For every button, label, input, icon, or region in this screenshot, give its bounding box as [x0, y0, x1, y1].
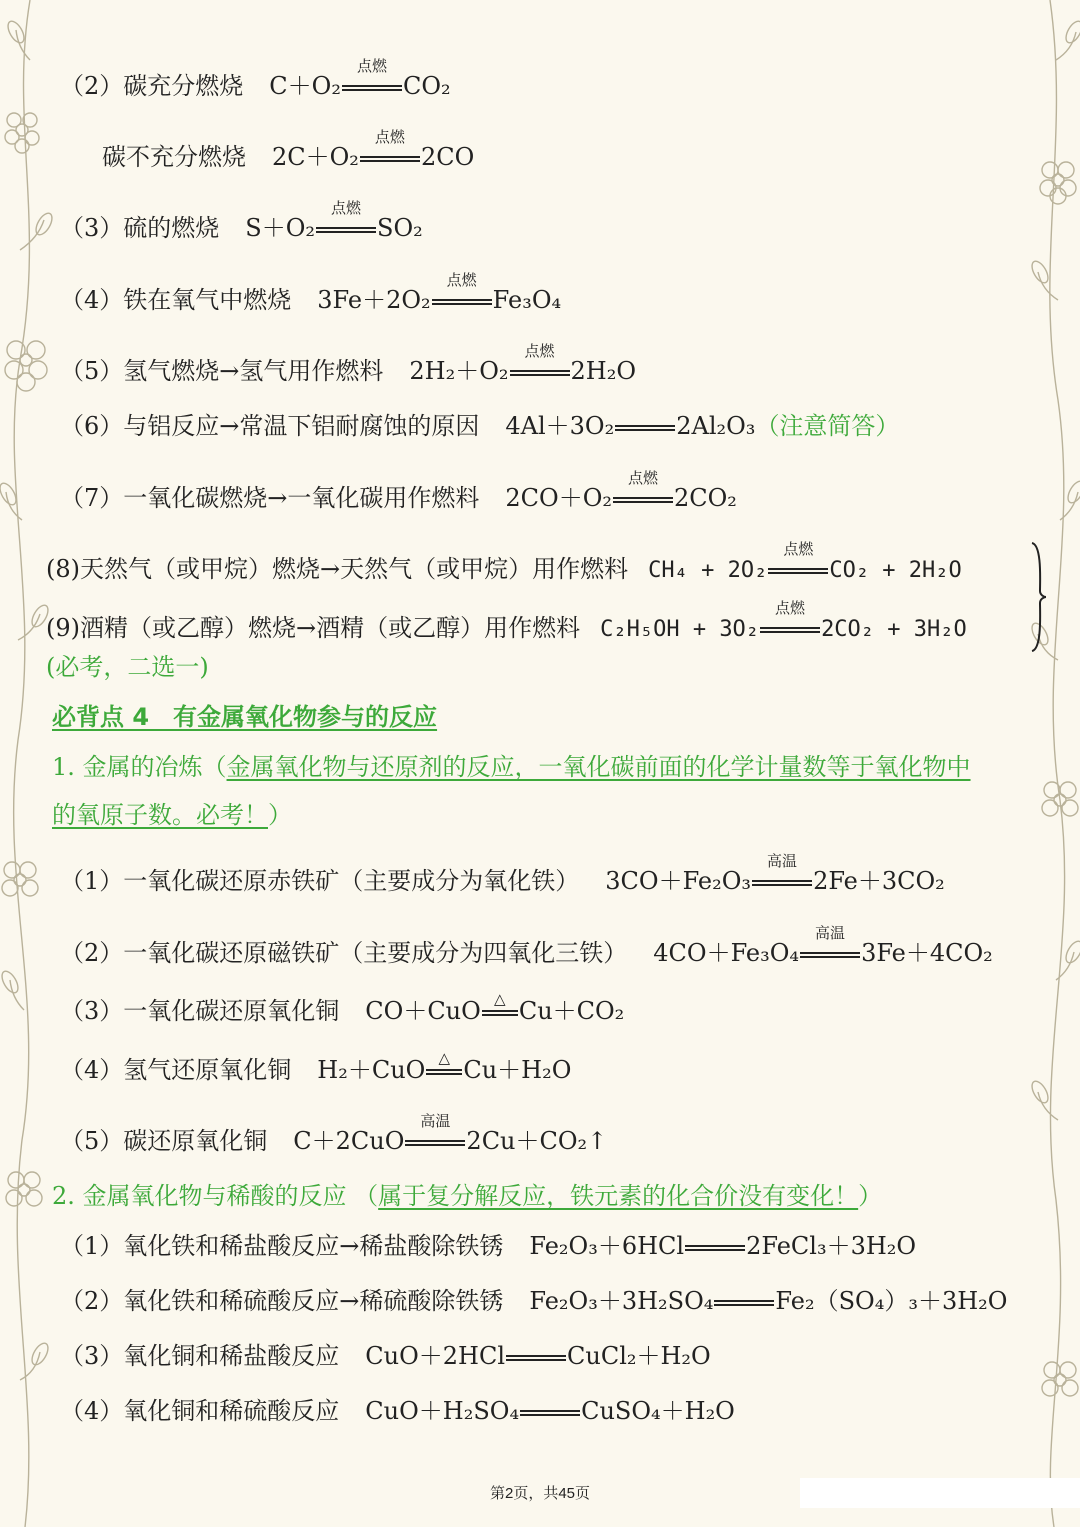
part-title: [52, 1181, 882, 1211]
equation-rhs: Fe₃O₄: [492, 286, 562, 314]
reaction-label: 一氧化碳还原氧化铜: [123, 997, 340, 1025]
section-heading: [52, 702, 437, 732]
reaction-row: [46, 540, 962, 586]
equation: [365, 1396, 735, 1426]
equation: [605, 851, 945, 896]
equation: [317, 1048, 572, 1085]
equation: [269, 56, 451, 101]
equals-sign: [426, 1048, 462, 1080]
equals-sign: [520, 1405, 580, 1421]
item-number: （3）: [60, 997, 124, 1025]
equation-lhs: C＋O₂: [269, 72, 341, 100]
equation-lhs: 2C＋O₂: [272, 143, 359, 171]
equals-sign: [615, 420, 675, 436]
equals-sign: [714, 1295, 774, 1311]
equation-lhs: Fe₂O₃＋6HCl: [529, 1232, 685, 1260]
part-note: 金属氧化物与还原剂的反应，一氧化碳前面的化学计量数等于氧化物中: [226, 753, 971, 781]
flower-icon: [2, 862, 38, 896]
reaction-label: 天然气（或甲烷）燃烧→天然气（或甲烷）用作燃料: [80, 555, 629, 583]
equation-rhs: SO₂: [377, 214, 423, 242]
must-note: (必考，二选一): [46, 653, 209, 681]
equation-lhs: 4CO＋Fe₃O₄: [653, 939, 800, 967]
equation: [272, 127, 475, 172]
equation-rhs: 2CO₂ + 3H₂O: [821, 617, 967, 642]
page-footer: 第2页，共45页: [489, 1485, 591, 1502]
equation-rhs: CO₂ + 2H₂O: [829, 558, 962, 583]
equation-lhs: CuO＋2HCl: [365, 1342, 506, 1370]
equation-lhs: CuO＋H₂SO₄: [365, 1397, 520, 1425]
equation: [653, 923, 993, 968]
reaction-label: 一氧化碳还原磁铁矿（主要成分为四氧化三铁）: [123, 939, 628, 967]
part-title-text: 2. 金属氧化物与稀酸的反应 （: [52, 1182, 379, 1210]
reaction-row: [60, 1286, 1007, 1316]
item-number: （3）: [60, 1342, 124, 1370]
item-number: （6）: [60, 412, 124, 440]
equation-lhs: CH₄ + 2O₂: [648, 558, 768, 583]
reaction-label: 氧化铁和稀硫酸反应→稀硫酸除铁锈: [123, 1287, 504, 1315]
reaction-condition: 点燃: [374, 127, 405, 146]
equals-sign: [768, 540, 828, 579]
item-number: （1）: [60, 1232, 124, 1260]
reaction-row: [60, 1111, 608, 1156]
reaction-label: 一氧化碳燃烧→一氧化碳用作燃料: [123, 484, 480, 512]
item-number: （4）: [60, 286, 124, 314]
equals-sign: [685, 1240, 745, 1256]
item-number: （3）: [60, 214, 124, 242]
equation-rhs: Cu＋CO₂: [518, 997, 625, 1025]
item-number: （7）: [60, 484, 124, 512]
equation-lhs: S＋O₂: [245, 214, 316, 242]
reaction-condition: 高温: [815, 923, 846, 942]
item-number: （5）: [60, 1127, 124, 1155]
reaction-label: 硫的燃烧: [123, 214, 220, 242]
reaction-row: [60, 923, 993, 968]
reaction-label: 与铝反应→常温下铝耐腐蚀的原因: [123, 412, 480, 440]
item-number: （4）: [60, 1397, 124, 1425]
reaction-row: [60, 411, 899, 441]
equation-rhs: 2FeCl₃＋3H₂O: [746, 1232, 917, 1260]
flower-icon: [1040, 162, 1076, 204]
right-brace: [1028, 541, 1048, 653]
reaction-row: [60, 1048, 572, 1085]
flower-icon: [6, 1172, 42, 1206]
reaction-row: [60, 56, 451, 101]
equation-rhs: 2Al₂O₃: [676, 412, 756, 440]
item-number: （5）: [60, 357, 124, 385]
reaction-label: 一氧化碳还原赤铁矿（主要成分为氧化铁）: [123, 867, 580, 895]
equation-rhs: CuSO₄＋H₂O: [581, 1397, 735, 1425]
equals-sign: [760, 599, 820, 638]
part-close: ）: [858, 1182, 883, 1210]
equals-sign: [506, 1350, 566, 1366]
equals-sign: [432, 270, 492, 310]
equation-lhs: H₂＋CuO: [317, 1056, 426, 1084]
item-number: （2）: [60, 1287, 124, 1315]
equals-sign: [342, 56, 402, 96]
equation-lhs: 3Fe＋2O₂: [317, 286, 431, 314]
equation-rhs: 2CO₂: [674, 484, 737, 512]
equals-sign: [510, 341, 570, 381]
reaction-condition: △: [438, 1048, 451, 1067]
item-number: （1）: [60, 867, 124, 895]
flower-icon: [1042, 1362, 1078, 1396]
reaction-condition: 点燃: [524, 341, 555, 360]
equation: [293, 1111, 608, 1156]
right-floral-border: [1020, 0, 1080, 1527]
note-text: （注意简答）: [755, 412, 900, 440]
equation: [365, 989, 625, 1026]
section-title: 必背点 4 有金属氧化物参与的反应: [52, 703, 438, 731]
equals-sign: [482, 989, 518, 1021]
reaction-label: 酒精（或乙醇）燃烧→酒精（或乙醇）用作燃料: [80, 614, 581, 642]
equation-rhs: 2CO: [420, 143, 475, 171]
reaction-condition: 点燃: [331, 198, 362, 217]
equation-rhs: 2Fe＋3CO₂: [813, 867, 945, 895]
reaction-condition: 点燃: [356, 56, 387, 75]
equation-lhs: C₂H₅OH + 3O₂: [600, 617, 760, 642]
equals-sign: [360, 127, 420, 167]
part-close: ）: [268, 801, 292, 829]
reaction-condition: 高温: [767, 851, 798, 870]
reaction-label: 氢气还原氧化铜: [123, 1056, 292, 1084]
flower-icon: [5, 341, 47, 391]
reaction-row: [60, 1341, 711, 1371]
reaction-condition: 点燃: [627, 468, 658, 487]
reaction-row: [60, 851, 945, 896]
reaction-condition: 点燃: [446, 270, 477, 289]
equation-lhs: 2H₂＋O₂: [409, 357, 509, 385]
equals-sign: [752, 851, 812, 891]
reaction-row: [46, 599, 967, 645]
equation-rhs: CuCl₂＋H₂O: [567, 1342, 711, 1370]
part-note: 属于复分解反应，铁元素的化合价没有变化！: [378, 1182, 859, 1210]
equation-lhs: 2CO＋O₂: [505, 484, 612, 512]
part-note: 的氧原子数。必考！: [52, 801, 268, 829]
equation-rhs: 3Fe＋4CO₂: [861, 939, 993, 967]
equation-rhs: CO₂: [402, 72, 451, 100]
equals-sign: [800, 923, 860, 963]
reaction-row: [60, 1231, 916, 1261]
reaction-label: 氧化铜和稀盐酸反应: [123, 1342, 340, 1370]
equation-lhs: C＋2CuO: [293, 1127, 405, 1155]
reaction-row: [60, 270, 562, 315]
reaction-label: 铁在氧气中燃烧: [123, 286, 292, 314]
part-title-text: 1. 金属的冶炼（: [52, 753, 227, 781]
item-number: （2）: [60, 939, 124, 967]
equation-rhs: Fe₂（SO₄）₃＋3H₂O: [775, 1287, 1008, 1315]
reaction-row: [60, 1396, 735, 1426]
equation: [245, 198, 423, 243]
equation: [505, 468, 737, 513]
reaction-row: [60, 989, 625, 1026]
part-title-cont: [52, 800, 292, 830]
equation: [600, 599, 967, 645]
equation-rhs: 2Cu＋CO₂↑: [466, 1127, 608, 1155]
item-number: (8): [46, 555, 80, 583]
equation: [505, 411, 755, 441]
equation-lhs: Fe₂O₃＋3H₂SO₄: [529, 1287, 714, 1315]
item-number: (9): [46, 614, 80, 642]
reaction-label: 氢气燃烧→氢气用作燃料: [123, 357, 384, 385]
equation-lhs: CO＋CuO: [365, 997, 481, 1025]
equation-lhs: 4Al＋3O₂: [505, 412, 615, 440]
equation: [409, 341, 637, 386]
reaction-row: [60, 198, 423, 243]
flower-icon: [5, 113, 39, 153]
reaction-label: 碳不充分燃烧: [102, 143, 246, 171]
equation-rhs: Cu＋H₂O: [463, 1056, 572, 1084]
equals-sign: [405, 1111, 465, 1151]
equation: [317, 270, 562, 315]
reaction-label: 氧化铜和稀硫酸反应: [123, 1397, 340, 1425]
reaction-label: 碳充分燃烧: [123, 72, 244, 100]
equation: [529, 1231, 916, 1261]
reaction-condition: 点燃: [783, 540, 814, 558]
equation: [365, 1341, 710, 1371]
equation: [648, 540, 962, 586]
item-number: （2）: [60, 72, 124, 100]
reaction-condition: △: [494, 989, 506, 1008]
reaction-row: [60, 468, 737, 513]
left-floral-border: [0, 0, 60, 1527]
reaction-row: [102, 127, 475, 172]
reaction-label: 氧化铁和稀盐酸反应→稀盐酸除铁锈: [123, 1232, 504, 1260]
equation: [529, 1286, 1007, 1316]
part-title: [52, 752, 971, 782]
reaction-label: 碳还原氧化铜: [123, 1127, 268, 1155]
equals-sign: [316, 198, 376, 238]
equals-sign: [613, 468, 673, 508]
reaction-condition: 点燃: [775, 599, 806, 617]
equation-lhs: 3CO＋Fe₂O₃: [605, 867, 752, 895]
item-number: （4）: [60, 1056, 124, 1084]
reaction-condition: 高温: [420, 1111, 451, 1130]
equation-rhs: 2H₂O: [570, 357, 637, 385]
reaction-row: [60, 341, 637, 386]
